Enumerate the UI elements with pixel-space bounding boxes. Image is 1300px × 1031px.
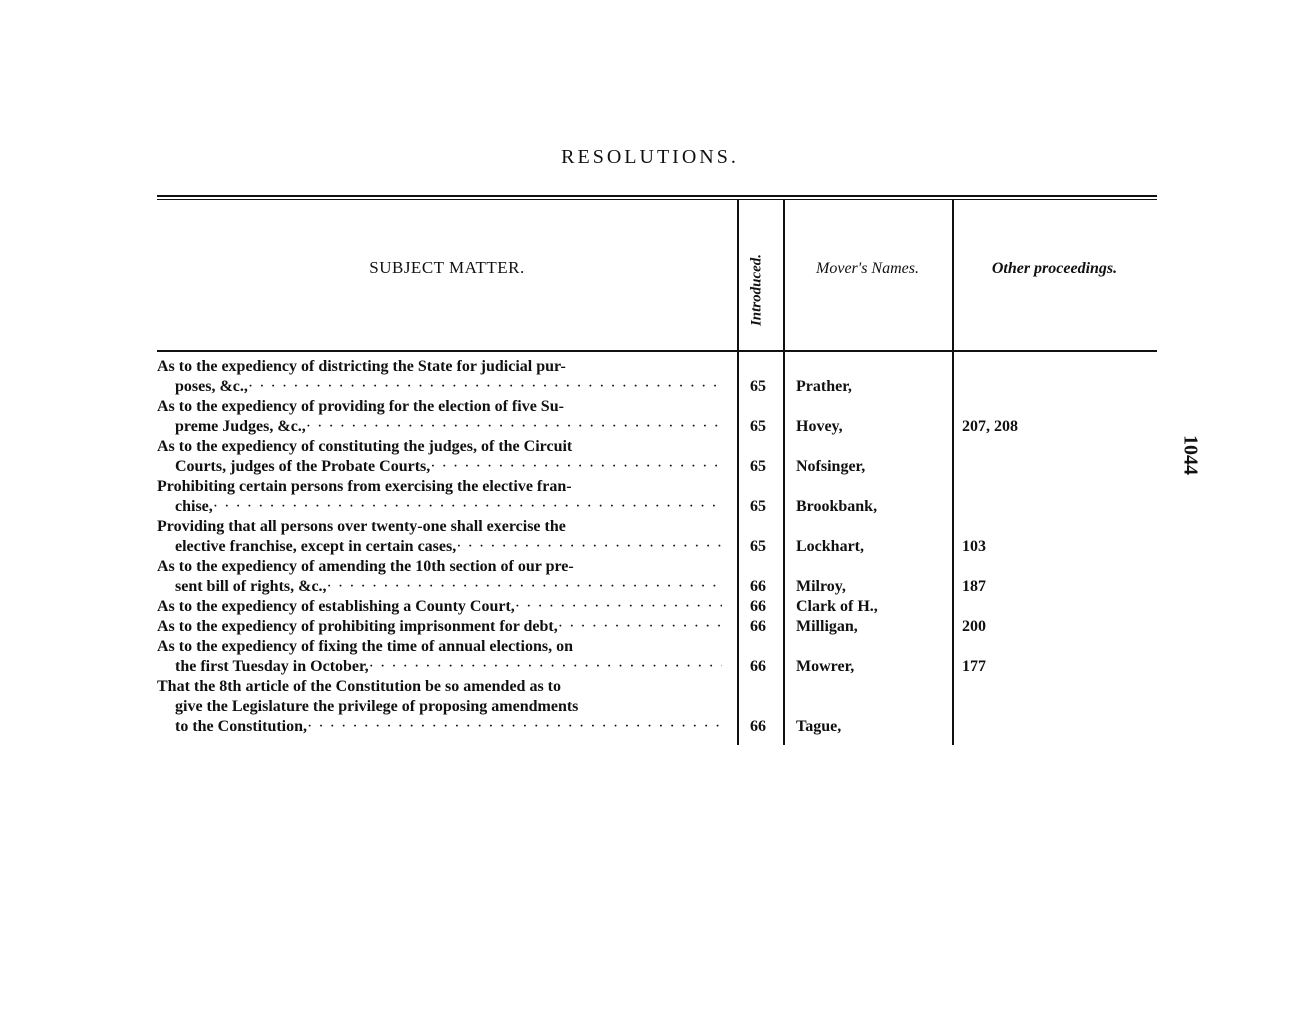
leader-dots [515, 597, 722, 617]
subject-line: give the Legislature the privilege of proposing amendments [175, 698, 579, 715]
subject-cell [157, 437, 722, 477]
subject-cell [157, 677, 722, 737]
subject-last-line [157, 497, 722, 517]
table-row [0, 637, 1300, 677]
other-proceedings: 103 [962, 538, 986, 555]
subject-line: As to the expediency of providing for the election of five Su- [157, 398, 564, 415]
mover-name: Prather, [796, 378, 852, 395]
introduced-page: 65 [750, 458, 766, 475]
introduced-page: 66 [750, 578, 766, 595]
subject-line: Providing that all persons over twenty-one shall exercise the [157, 518, 566, 535]
subject-line: As to the expediency of constituting the judges, of the Circuit [157, 438, 573, 455]
table-row [0, 617, 1300, 637]
leader-dots [327, 577, 722, 597]
subject-last-line [157, 417, 722, 437]
subject-cell [157, 357, 722, 397]
table-row [0, 557, 1300, 597]
subject-cell [157, 637, 722, 677]
mover-name: Tague, [796, 718, 842, 735]
page-title: RESOLUTIONS. [561, 146, 739, 168]
mover-name: Brookbank, [796, 498, 878, 515]
table-row [0, 357, 1300, 397]
leader-dots [307, 717, 722, 737]
subject-text: elective franchise, except in certain cases, [175, 538, 457, 555]
subject-last-line [157, 597, 722, 617]
introduced-page: 66 [750, 598, 766, 615]
top-rule-thin [157, 199, 1157, 200]
subject-line: As to the expediency of districting the State for judicial pur- [157, 358, 566, 375]
mover-name: Lockhart, [796, 538, 864, 555]
header-introduced: Introduced. [748, 253, 765, 327]
mover-name: Milligan, [796, 618, 858, 635]
top-rule [157, 195, 1157, 197]
subject-text: As to the expediency of prohibiting imprisonment for debt, [157, 618, 558, 635]
subject-text: As to the expediency of establishing a County Court, [157, 598, 515, 615]
leader-dots [430, 457, 722, 477]
mover-name: Milroy, [796, 578, 846, 595]
table-row [0, 517, 1300, 557]
subject-cell [157, 517, 722, 557]
subject-last-line [157, 457, 722, 477]
mover-name: Clark of H., [796, 598, 878, 615]
header-movers-names: Mover's Names. [816, 260, 919, 277]
header-other-proceedings: Other proceedings. [991, 260, 1118, 277]
subject-cell [157, 557, 722, 597]
subject-last-line [157, 537, 722, 557]
leader-dots [456, 537, 722, 557]
introduced-page: 65 [750, 378, 766, 395]
table-row [0, 477, 1300, 517]
subject-line: As to the expediency of fixing the time of annual elections, on [157, 638, 573, 655]
leader-dots [213, 497, 722, 517]
mover-name: Mowrer, [796, 658, 855, 675]
leader-dots [558, 617, 722, 637]
subject-text: preme Judges, &c., [175, 418, 306, 435]
introduced-page: 66 [750, 658, 766, 675]
subject-last-line [157, 377, 722, 397]
subject-cell [157, 397, 722, 437]
table-row [0, 437, 1300, 477]
subject-line: That the 8th article of the Constitution be so amended as to [157, 678, 561, 695]
subject-cell [157, 477, 722, 517]
header-subject-matter: SUBJECT MATTER. [369, 258, 525, 277]
table-body [0, 357, 1300, 737]
subject-line: As to the expediency of amending the 10th section of our pre- [157, 558, 574, 575]
other-proceedings: 187 [962, 578, 986, 595]
subject-text: Courts, judges of the Probate Courts, [175, 458, 431, 475]
introduced-page: 65 [750, 418, 766, 435]
mover-name: Nofsinger, [796, 458, 866, 475]
introduced-page: 65 [750, 498, 766, 515]
subject-text: chise, [175, 498, 213, 515]
leader-dots [306, 417, 722, 437]
subject-last-line [157, 577, 722, 597]
header-rule [157, 350, 1157, 352]
introduced-page: 66 [750, 718, 766, 735]
table-row [0, 597, 1300, 617]
subject-cell [157, 597, 722, 617]
subject-text: to the Constitution, [175, 718, 308, 735]
table-row [0, 677, 1300, 737]
subject-cell [157, 617, 722, 637]
table-row [0, 397, 1300, 437]
subject-last-line [157, 617, 722, 637]
subject-line: Prohibiting certain persons from exercising the elective fran- [157, 478, 572, 495]
page-number: 1044 [1179, 435, 1202, 475]
subject-last-line [157, 657, 722, 677]
subject-text: the first Tuesday in October, [175, 658, 369, 675]
mover-name: Hovey, [796, 418, 843, 435]
introduced-page: 65 [750, 538, 766, 555]
subject-last-line [157, 717, 722, 737]
subject-text: poses, &c., [175, 378, 248, 395]
other-proceedings: 207, 208 [962, 418, 1018, 435]
leader-dots [369, 657, 722, 677]
other-proceedings: 177 [962, 658, 986, 675]
other-proceedings: 200 [962, 618, 986, 635]
leader-dots [248, 377, 722, 397]
subject-text: sent bill of rights, &c., [175, 578, 327, 595]
introduced-page: 66 [750, 618, 766, 635]
